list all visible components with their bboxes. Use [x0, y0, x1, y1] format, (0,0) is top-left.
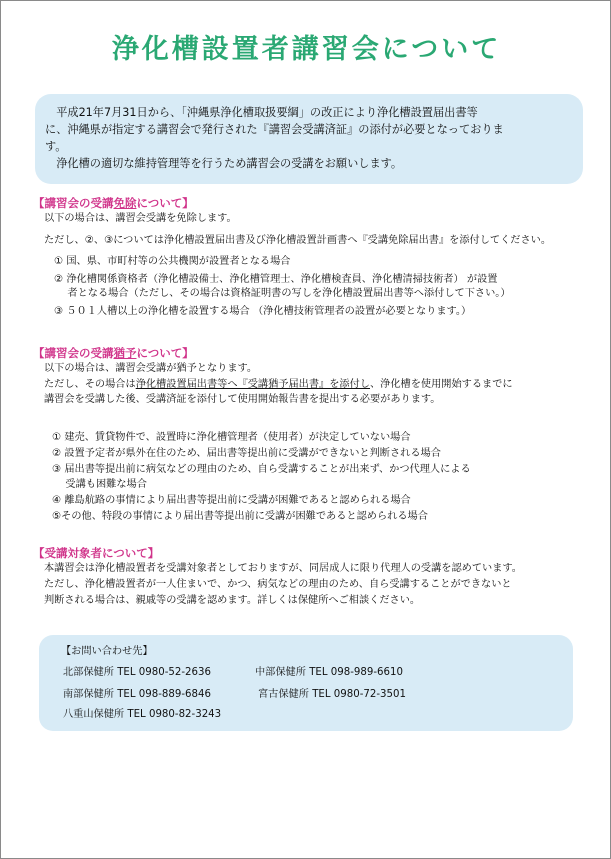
intro-line: す。: [45, 140, 67, 153]
tel-label: TEL: [309, 667, 328, 678]
postponement-note: 講習会を受講した後、受講済証を添付して使用開始報告書を提出する必要があります。: [44, 394, 441, 405]
office-name: 八重山保健所: [63, 709, 125, 720]
page-title: 浄化槽設置者講習会について: [111, 34, 502, 65]
target-heading: 【受講対象者について】: [33, 546, 160, 560]
postponement-item: ③ 届出書等提出前に病気などの理由のため、自ら受講することが出来ず、かつ代理人による: [52, 464, 471, 475]
exemption-item: ① 国、県、市町村等の公共機関が設置者となる場合: [54, 256, 291, 267]
office-phone[interactable]: 098-889-6846: [138, 689, 211, 700]
target-line: 判断される場合は、親戚等の受講を認めます。詳しくは保健所へご相談ください。: [44, 595, 421, 606]
office-phone[interactable]: 0980-52-2636: [138, 667, 211, 678]
intro-line: 平成21年7月31日から、「沖縄県浄化槽取扱要綱」の改正により浄化槽設置届出書等: [45, 106, 478, 119]
contact-office: [255, 663, 403, 678]
tel-label: TEL: [117, 689, 136, 700]
intro-line: 浄化槽の適切な維持管理等を行うため講習会の受講をお願いします。: [45, 157, 403, 170]
exemption-item: ② 浄化槽関係資格者（浄化槽設備士、浄化槽管理士、浄化槽検査員、浄化槽清掃技術者） が設置: [54, 274, 498, 285]
contact-office: [258, 685, 406, 700]
intro-line: に、沖縄県が指定する講習会で発行された『講習会受講済証』の添付が必要となっておりま: [45, 123, 504, 136]
target-line: 本講習会は浄化槽設置者を受講対象者としておりますが、同居成人に限り代理人の受講を認めています。: [44, 563, 522, 574]
contact-office: [63, 705, 221, 720]
note-underlined: 浄化槽設置届出書等へ『受講猶予届出書』を添付し: [135, 379, 370, 390]
office-name: 南部保健所: [63, 689, 114, 700]
postponement-item: ① 建売、賃貸物件で、設置時に浄化槽管理者（使用者）が決定していない場合: [52, 432, 411, 443]
office-name: 宮古保健所: [258, 689, 309, 700]
exemption-heading: [33, 195, 194, 211]
postponement-item: ④ 離島航路の事情により届出書等提出前に受講が困難であると認められる場合: [52, 495, 411, 506]
postponement-note: [44, 378, 513, 392]
note-text: 、浄化槽を使用開始するまでに: [370, 379, 513, 390]
postponement-lead: 以下の場合は、講習会受講が猶予となります。: [44, 363, 258, 374]
office-phone[interactable]: 0980-72-3501: [333, 689, 406, 700]
exemption-lead: 以下の場合は、講習会受講を免除します。: [44, 213, 237, 224]
tel-label: TEL: [127, 709, 146, 720]
postponement-heading: [33, 345, 194, 361]
postponement-item: 受講も困難な場合: [52, 479, 147, 490]
heading-emphasis: 猶予: [113, 346, 137, 360]
exemption-item: ③ ５０１人槽以上の浄化槽を設置する場合 （浄化槽技術管理者の設置が必要となります。）: [54, 306, 472, 317]
tel-label: TEL: [312, 689, 331, 700]
contact-office: [63, 663, 211, 678]
heading-suffix: について】: [136, 196, 194, 210]
office-phone[interactable]: 0980-82-3243: [148, 709, 222, 720]
office-phone[interactable]: 098-989-6610: [330, 667, 403, 678]
heading-prefix: 【講習会の受講: [33, 346, 114, 360]
postponement-item: ⑤その他、特段の事情により届出書等提出前に受講が困難であると認められる場合: [52, 511, 428, 522]
contact-office: [63, 685, 211, 700]
note-text: ただし、その場合は: [44, 379, 136, 390]
exemption-note: ただし、②、③については浄化槽設置届出書及び浄化槽設置計画書へ『受講免除届出書』を添付してください。: [44, 235, 552, 246]
heading-emphasis: 免除: [113, 196, 137, 210]
heading-suffix: について】: [136, 346, 194, 360]
target-line: ただし、浄化槽設置者が一人住まいで、かつ、病気などの理由のため、自ら受講することができないと: [44, 579, 512, 590]
intro-box: [35, 94, 583, 184]
exemption-item: 者となる場合（ただし、その場合は資格証明書の写しを浄化槽設置届出書等へ添付して下さい。）: [54, 288, 511, 299]
contact-title: 【お問い合わせ先】: [61, 646, 153, 657]
office-name: 中部保健所: [255, 667, 306, 678]
office-name: 北部保健所: [63, 667, 114, 678]
tel-label: TEL: [117, 667, 136, 678]
postponement-item: ② 設置予定者が県外在住のため、届出書等提出前に受講ができないと判断される場合: [52, 448, 441, 459]
heading-prefix: 【講習会の受講: [33, 196, 114, 210]
